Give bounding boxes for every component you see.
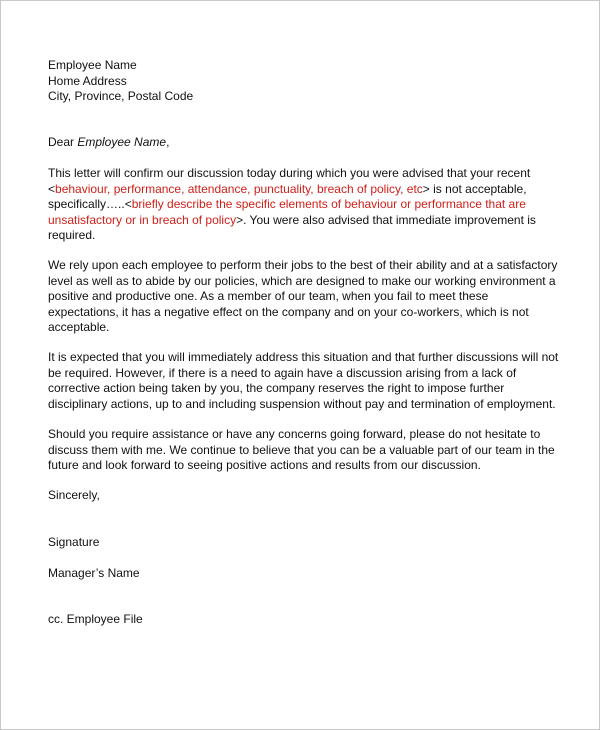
closing: Sincerely, (48, 488, 100, 502)
salutation-name: Employee Name (77, 135, 167, 149)
salutation-suffix: , (166, 135, 170, 149)
paragraph-2 (48, 258, 558, 336)
manager-name: Manager’s Name (48, 566, 140, 580)
para1-line: specifically…..<briefly describe the specific elements of behaviour or performance that are (48, 197, 526, 211)
para4-line: Should you require assistance or have any concerns going forward, please do not hesitate to (48, 427, 541, 441)
paragraph-3 (48, 350, 559, 412)
address-home: Home Address (48, 73, 127, 88)
para1-line: <behaviour, performance, attendance, punctuality, breach of policy, etc> is not acceptable, (48, 181, 527, 196)
para3-line: disciplinary actions, up to and including suspension without pay and termination of employment. (48, 396, 556, 411)
para1-line: This letter will confirm our discussion today during which you were advised that your recent (48, 166, 531, 180)
address-block (48, 58, 528, 105)
para4-line: discuss them with me. We continue to believe that you can be a valuable part of our team in the (48, 442, 555, 457)
para3-line: be required. However, if there is a need to again have a discussion arising from a lack of (48, 365, 517, 380)
address-city: City, Province, Postal Code (48, 89, 194, 103)
para3-line: It is expected that you will immediately address this situation and that further discussions will not (48, 350, 559, 364)
signature-line: Signature (48, 535, 100, 549)
para1-line: unsatisfactory or in breach of policy>. You were also advised that immediate improvement is (48, 212, 536, 227)
salutation (48, 135, 528, 151)
address-name: Employee Name (48, 58, 137, 72)
salutation-prefix: Dear (48, 135, 78, 149)
para2-line: positive and productive one. As a member of our team, when you fail to meet these (48, 289, 489, 303)
para2-line: We rely upon each employee to perform their jobs to the best of their ability and at a satisfactory (48, 258, 558, 272)
placeholder-describe-cont: unsatisfactory or in breach of policy (48, 212, 237, 227)
para1-line: required. (48, 228, 96, 242)
para4-line: future and look forward to seeing positive actions and results from our discussion. (48, 458, 481, 472)
para2-line: level as well as to abide by our policies, which are designed to make our working environment a (48, 273, 556, 288)
placeholder-behaviour: behaviour, performance, attendance, punctuality, breach of policy, etc (55, 181, 423, 196)
cc-line: cc. Employee File (48, 612, 143, 626)
para2-line: acceptable. (48, 320, 110, 334)
placeholder-describe: briefly describe the specific elements of behaviour or performance that are (131, 197, 526, 211)
paragraph-1 (48, 166, 536, 244)
para3-line: corrective action being taken by you, the company reserves the right to impose further (48, 381, 505, 395)
paragraph-4 (48, 427, 555, 474)
para2-line: expectations, it has a negative effect on the company and on your co-workers, which is not (48, 304, 529, 319)
